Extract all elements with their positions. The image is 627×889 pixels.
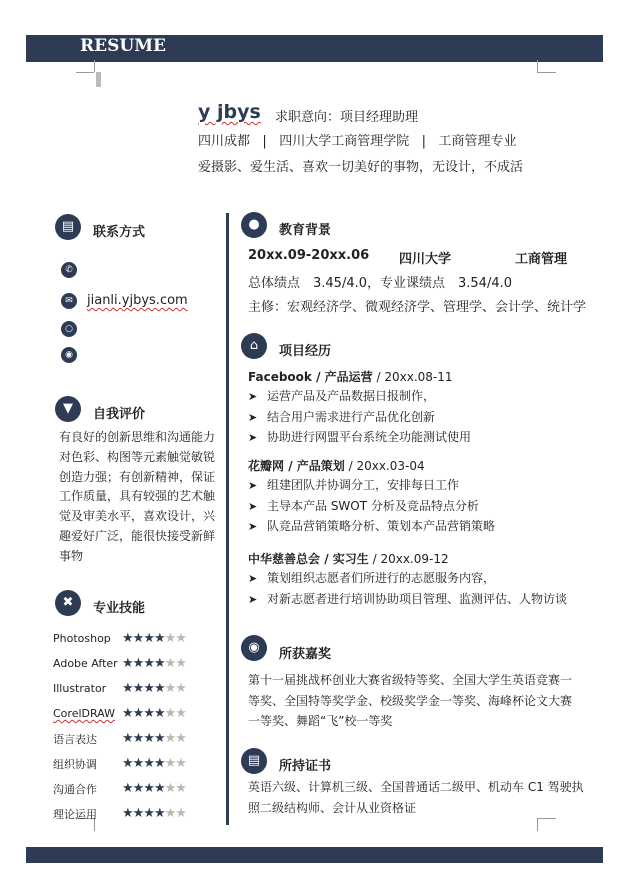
- bullet-text: 策划组织志愿者们所进行的志愿服务内容，: [267, 571, 496, 585]
- skill-name: 语言表达: [53, 732, 97, 746]
- star-icon: ★: [143, 781, 154, 796]
- bullet-item: [248, 475, 495, 496]
- arrow-icon: ➤: [248, 431, 258, 444]
- skill-name: Illustrator: [53, 682, 107, 695]
- star-icon: ★: [175, 706, 186, 721]
- star-rating: [122, 781, 186, 796]
- star-icon: ★: [132, 706, 144, 721]
- project-company: 中华慈善总会: [248, 552, 321, 566]
- star-icon: ★: [143, 656, 154, 671]
- awards-text: 第十一届挑战杯创业大赛省级特等奖、全国大学生英语竞赛一等奖、全国特等奖学金、校级奖学金一等奖、海峰杯论文大赛一等奖、舞蹈“飞”校一等奖: [248, 673, 573, 728]
- cursor-marker: [96, 72, 101, 87]
- arrow-icon: ➤: [248, 479, 258, 492]
- star-icon: ★: [122, 806, 133, 821]
- star-icon: ★: [143, 706, 154, 721]
- star-icon: ★: [153, 706, 165, 721]
- arrow-icon: ➤: [248, 410, 258, 424]
- star-icon: ★: [143, 731, 154, 746]
- job-objective: 求职意向：项目经理助理: [275, 110, 419, 125]
- skill-row: [53, 626, 218, 651]
- crop-mark: [537, 818, 556, 831]
- crop-mark: [76, 60, 94, 73]
- star-icon: ★: [132, 681, 144, 696]
- star-icon: ★: [164, 656, 176, 671]
- basic-info-line: [198, 130, 516, 149]
- star-icon: ★: [175, 681, 186, 696]
- separator: |: [262, 134, 267, 149]
- star-icon: ★: [143, 806, 154, 821]
- star-rating: [122, 631, 186, 646]
- skills-title: 专业技能: [93, 601, 146, 616]
- email-address[interactable]: jianli.yjbys.com: [87, 293, 188, 308]
- clipboard-icon: ▤: [55, 214, 81, 240]
- star-icon: ★: [143, 756, 154, 771]
- star-icon: ★: [132, 656, 144, 671]
- star-icon: ★: [153, 806, 165, 821]
- star-icon: ★: [132, 731, 144, 746]
- star-icon: ★: [122, 631, 133, 646]
- self-eval-title: 自我评价: [93, 407, 146, 422]
- project-role: 产品策划: [296, 459, 345, 473]
- major: 工商管理专业: [438, 134, 517, 149]
- arrow-icon: ➤: [248, 572, 258, 585]
- tools-icon: ✖: [55, 590, 81, 616]
- star-rating: [122, 806, 186, 821]
- bullet-item: [248, 589, 567, 610]
- edu-period: 20xx.09-20xx.06: [248, 248, 370, 263]
- awards-title: 所获嘉奖: [279, 647, 332, 662]
- project-header: Facebook / 产品运营 / 20xx.08-11: [248, 370, 453, 384]
- edu-major: 工商管理: [515, 252, 568, 267]
- edu-courses: 主修：宏观经济学、微观经济学、管理学、会计学、统计学: [248, 300, 587, 315]
- star-rating: [122, 681, 186, 696]
- contact-title: 联系方式: [93, 225, 146, 240]
- arrow-icon: ➤: [248, 520, 258, 533]
- medal-icon: ◉: [241, 635, 267, 661]
- arrow-icon: ➤: [248, 592, 258, 606]
- project-date: 20xx.08-11: [384, 370, 453, 384]
- bullet-item: [248, 568, 567, 589]
- star-icon: ★: [153, 731, 165, 746]
- certificates-text: 英语六级、计算机三级、全国普通话二级甲、机动车 C1 驾驶执照二级结构师、会计从业资格证: [248, 780, 584, 815]
- separator: |: [421, 134, 427, 149]
- pin-icon: ▼: [55, 396, 81, 422]
- star-icon: ★: [122, 706, 133, 721]
- bullet-item: [248, 496, 495, 517]
- skill-row: [53, 801, 218, 826]
- star-icon: ★: [164, 806, 176, 821]
- arrow-icon: ➤: [248, 390, 258, 403]
- bullet-text: 运营产品及产品数据日报制作，: [267, 389, 436, 403]
- user-icon: ●: [241, 212, 267, 238]
- project-bullets: [248, 386, 471, 448]
- skill-name: 理论运用: [53, 807, 97, 821]
- project-company: Facebook: [248, 370, 312, 384]
- certificates-title: 所持证书: [279, 759, 332, 774]
- email-icon: ✉: [61, 293, 77, 309]
- candidate-name: y jbys: [198, 101, 261, 123]
- star-icon: ★: [164, 706, 176, 721]
- star-rating: [122, 706, 186, 721]
- resume-label: RESUME: [80, 36, 166, 56]
- skill-name: 组织协调: [53, 757, 97, 771]
- star-icon: ★: [122, 731, 133, 746]
- star-icon: ★: [122, 781, 133, 796]
- phone-icon: ✆: [61, 262, 77, 278]
- bullet-text: 对新志愿者进行培训协助项目管理、监测评估、人物访谈: [267, 591, 568, 606]
- star-icon: ★: [143, 631, 154, 646]
- bullet-item: [248, 386, 471, 407]
- star-icon: ★: [164, 731, 176, 746]
- star-icon: ★: [132, 781, 144, 796]
- star-icon: ★: [175, 731, 186, 746]
- star-rating: [122, 756, 186, 771]
- self-eval-text: 有良好的创新思维和沟通能力对色彩、构图等元素触觉敏锐创造力强；有创新精神，保证工作质量，具有较强的艺术触觉及审美水平，喜欢设计，兴趣爱好广泛，能很快接受新鲜事物: [59, 430, 216, 563]
- bullet-item: [248, 427, 471, 448]
- star-icon: ★: [132, 631, 144, 646]
- project-date: 20xx.09-12: [380, 552, 449, 566]
- skill-name: Adobe After: [53, 657, 118, 670]
- star-icon: ★: [153, 781, 165, 796]
- column-divider: [226, 213, 229, 825]
- star-icon: ★: [153, 756, 165, 771]
- star-icon: ★: [175, 656, 186, 671]
- skills-list: [53, 626, 218, 826]
- star-icon: ★: [153, 681, 165, 696]
- project-company: 花瓣网: [248, 459, 285, 473]
- star-icon: ★: [175, 806, 186, 821]
- skill-name: Photoshop: [53, 632, 111, 645]
- project-bullets: [248, 475, 495, 537]
- skill-row: [53, 676, 218, 701]
- star-icon: ★: [164, 681, 176, 696]
- star-icon: ★: [132, 756, 144, 771]
- project-role: 实习生: [332, 552, 369, 566]
- skill-name: CorelDRAW: [53, 707, 115, 720]
- star-icon: ★: [175, 781, 186, 796]
- project-bullets: [248, 568, 567, 609]
- star-icon: ★: [164, 756, 176, 771]
- skill-row: [53, 776, 218, 801]
- arrow-icon: ➤: [248, 499, 258, 513]
- home-icon: ⌂: [241, 333, 267, 359]
- star-icon: ★: [175, 756, 186, 771]
- star-icon: ★: [164, 631, 176, 646]
- projects-title: 项目经历: [279, 344, 332, 359]
- star-rating: [122, 731, 186, 746]
- crop-mark: [94, 60, 95, 72]
- bullet-text: 组建团队并协调分工，安排每日工作: [267, 478, 460, 492]
- skill-row: [53, 651, 218, 676]
- star-icon: ★: [175, 631, 186, 646]
- hobby-line: 爱摄影、爱生活、喜欢一切美好的事物，无设计，不成活: [198, 160, 524, 175]
- location: 四川成都: [198, 134, 251, 149]
- book-icon: ▤: [241, 748, 267, 774]
- skill-name: 沟通合作: [53, 782, 97, 796]
- bullet-text: 结合用户需求进行产品优化创新: [267, 409, 436, 424]
- skill-row: [53, 726, 218, 751]
- qq-icon: ○: [61, 321, 77, 337]
- star-icon: ★: [164, 781, 176, 796]
- bullet-text: 协助进行网盟平台系统全功能测试使用: [267, 430, 472, 444]
- star-icon: ★: [122, 656, 133, 671]
- project-header: 中华慈善总会 / 实习生 / 20xx.09-12: [248, 552, 449, 566]
- project-role: 产品运营: [324, 370, 373, 384]
- star-icon: ★: [122, 756, 133, 771]
- star-icon: ★: [122, 681, 133, 696]
- edu-gpa: 总体绩点 3.45/4.0，专业课绩点 3.54/4.0: [248, 276, 512, 291]
- bullet-item: [248, 516, 495, 537]
- bullet-text: 队竞品营销策略分析、策划本产品营销策略: [267, 519, 496, 533]
- location-icon: ◉: [61, 347, 77, 363]
- star-rating: [122, 656, 186, 671]
- star-icon: ★: [153, 656, 165, 671]
- school: 四川大学工商管理学院: [279, 134, 410, 149]
- star-icon: ★: [143, 681, 154, 696]
- bullet-item: [248, 407, 471, 428]
- education-title: 教育背景: [279, 223, 332, 238]
- bullet-text: 主导本产品 SWOT 分析及竞品特点分析: [267, 498, 479, 513]
- skill-row: [53, 751, 218, 776]
- project-date: 20xx.03-04: [356, 459, 425, 473]
- crop-mark: [537, 60, 556, 73]
- star-icon: ★: [153, 631, 165, 646]
- edu-school: 四川大学: [399, 252, 452, 267]
- star-icon: ★: [132, 806, 144, 821]
- footer-bar: [26, 847, 603, 863]
- project-header: 花瓣网 / 产品策划 / 20xx.03-04: [248, 459, 425, 473]
- skill-row: [53, 701, 218, 726]
